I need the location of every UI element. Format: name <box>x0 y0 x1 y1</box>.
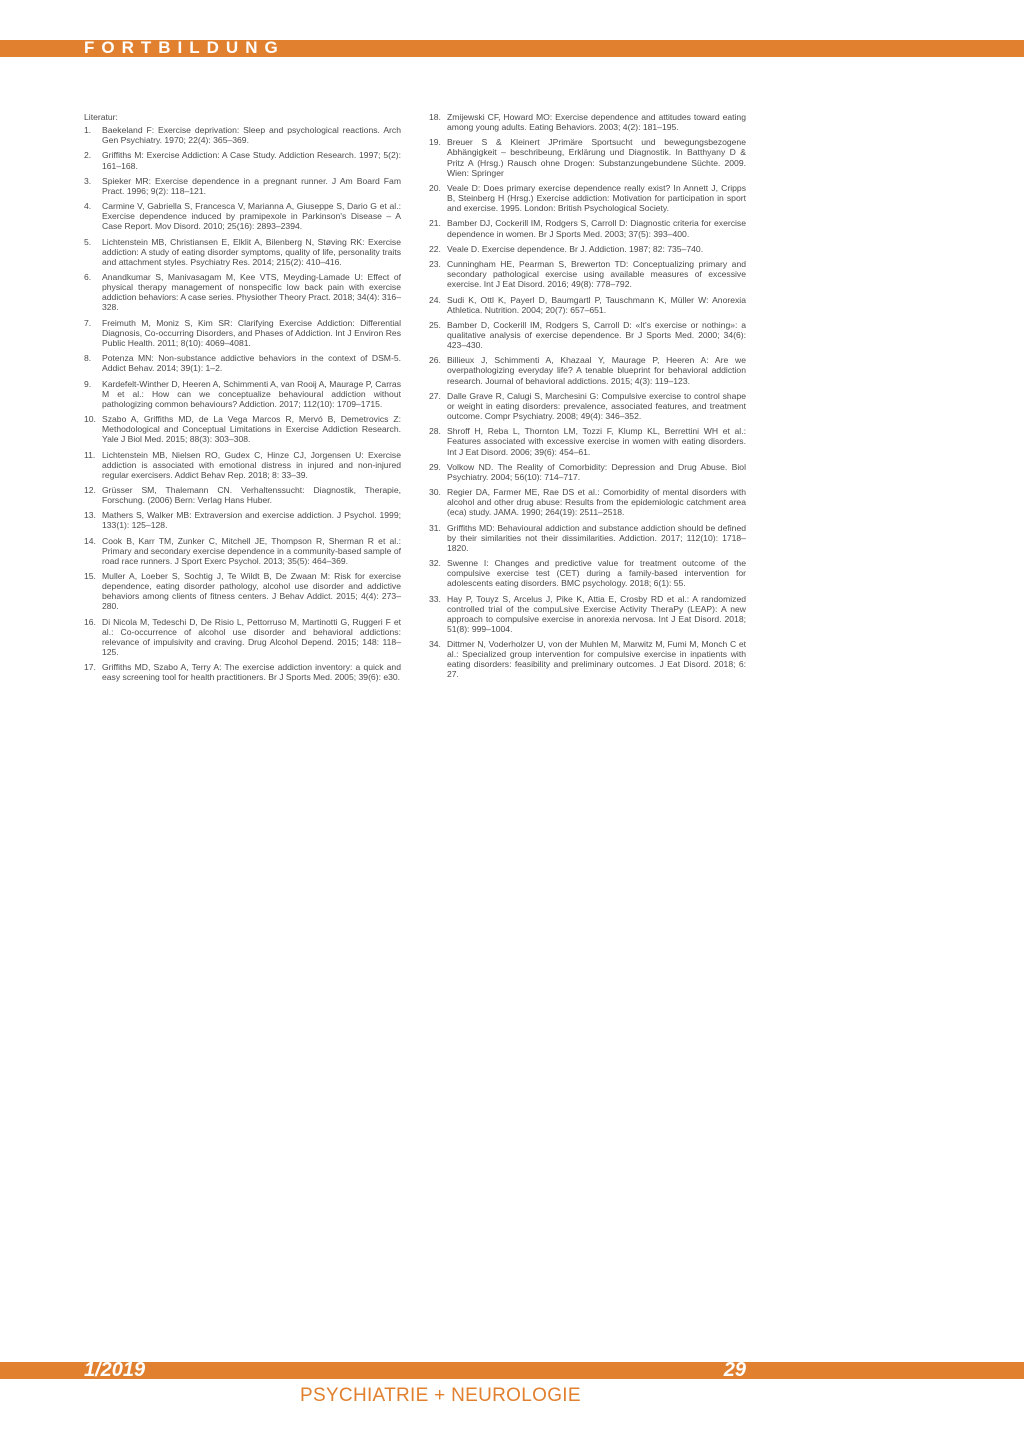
reference-text: Shroff H, Reba L, Thornton LM, Tozzi F, Klump KL, Berrettini WH et al.: Features associated with excessive exercise in women with eating disorders. Int J Eat Disord. 2006; 39(6): 454–61. <box>447 426 746 457</box>
reference-number: 9. <box>84 378 92 389</box>
reference-text: Dalle Grave R, Calugi S, Marchesini G: Compulsive exercise to control shape or weight in eating disorders: prevalence, associated features, and treatment outcome. Compr Psychiatry. 2008; 49(4): 346–352. <box>447 390 746 422</box>
reference-text: Griffiths MD: Behavioural addiction and substance addiction should be defined by their similarities not their dissimilarities. Addiction. 2017; 112(10): 1718–1820. <box>447 522 746 553</box>
reference-item <box>84 176 401 196</box>
reference-number: 29. <box>429 461 441 472</box>
reference-item <box>429 391 746 421</box>
reference-text: Potenza MN: Non-substance addictive behaviors in the context of DSM-5. Addict Behav. 2014; 39(1): 1–2. <box>102 353 401 374</box>
reference-text: Muller A, Loeber S, Sochtig J, Te Wildt B, De Zwaan M: Risk for exercise dependence, eating disorder pathology, alcohol use disorder and addictive behaviors among clients of fitness centers. J Behav Addict. 2015; 4(4): 273–280. <box>102 571 401 612</box>
reference-item <box>84 536 401 566</box>
reference-number: 2. <box>84 150 92 161</box>
reference-number: 23. <box>429 259 441 270</box>
reference-text: Sudi K, Ottl K, Payerl D, Baumgartl P, Tauschmann K, Müller W: Anorexia Athletica. Nutrition. 2004; 20(7): 657–651. <box>447 294 746 315</box>
reference-number: 26. <box>429 355 441 366</box>
reference-text: Bamber D, Cockerill IM, Rodgers S, Carroll D: «It's exercise or nothing»: a qualitative analysis of exercise dependence. Br J Sports Med. 2000; 34(6): 423–430. <box>447 319 746 351</box>
reference-item <box>84 272 401 312</box>
reference-list-right <box>429 112 746 680</box>
reference-number: 31. <box>429 522 441 533</box>
reference-item <box>84 125 401 145</box>
reference-item <box>429 137 746 177</box>
reference-item <box>429 259 746 289</box>
reference-number: 13. <box>84 510 96 521</box>
section-label: FORTBILDUNG <box>84 38 285 57</box>
reference-number: 4. <box>84 201 92 212</box>
reference-number: 5. <box>84 236 92 247</box>
reference-number: 24. <box>429 294 441 305</box>
reference-item <box>429 426 746 456</box>
reference-text: Griffiths MD, Szabo A, Terry A: The exercise addiction inventory: a quick and easy screening tool for health practitioners. Br J Sports Med. 2005; 39(6): e30. <box>102 662 401 683</box>
reference-item <box>84 379 401 409</box>
reference-number: 12. <box>84 484 96 495</box>
reference-text: Di Nicola M, Tedeschi D, De Risio L, Pettorruso M, Martinotti G, Ruggeri F et al.: Co-occurrence of alcohol use disorder and behavioral addictions: relevance of impulsivity and craving. Drug Alcohol Depend. 2015; 148: 118–125. <box>102 616 401 658</box>
reference-text: Grüsser SM, Thalemann CN. Verhaltenssucht: Diagnostik, Therapie, Forschung. (2006) Bern: Verlag Hans Huber. <box>102 484 401 506</box>
references-right-column <box>429 112 746 685</box>
reference-text: Baekeland F: Exercise deprivation: Sleep and psychological reactions. Arch Gen Psychiatry. 1970; 22(4): 365–369. <box>102 125 401 146</box>
reference-number: 17. <box>84 662 96 673</box>
reference-text: Hay P, Touyz S, Arcelus J, Pike K, Attia E, Crosby RD et al.: A randomized controlled trial of the compuLsive Exercise Activity TheraPy (LEAP): A new approach to compulsive exercise in anorexia nervosa. Int J Eat Disord. 2018; 51(8): 999–1004. <box>447 593 746 634</box>
reference-text: Freimuth M, Moniz S, Kim SR: Clarifying Exercise Addiction: Differential Diagnosis, Co-occurring Disorders, and Phases of Addiction. Int J Environ Res Public Health. 2011; 8(10): 4069–4081. <box>102 317 401 348</box>
reference-item <box>84 485 401 505</box>
reference-text: Anandkumar S, Manivasagam M, Kee VTS, Meyding-Lamade U: Effect of physical therapy management of nonspecific low back pain with exercise addiction behaviors: A case series. Physiother Theory Pract. 2018; 34(4): 316–328. <box>102 272 401 313</box>
reference-number: 15. <box>84 571 96 582</box>
reference-text: Lichtenstein MB, Christiansen E, Elklit A, Bilenberg N, Støving RK: Exercise addiction: A study of eating disorder symptoms, quality of life, personality traits and attachment styles. Psychiatry Res. 2014; 215(2): 410–416. <box>102 236 401 267</box>
reference-number: 21. <box>429 218 441 229</box>
reference-number: 32. <box>429 558 441 569</box>
reference-number: 27. <box>429 390 441 401</box>
reference-item <box>429 295 746 315</box>
reference-text: Veale D: Does primary exercise dependence really exist? In Annett J, Cripps B, Steinberg H (Hrsg.) Exercise addiction: Motivation for participation in sport and exercise. 1995. London: British Psychological Society. <box>447 182 746 214</box>
reference-item <box>429 244 746 254</box>
literature-heading: Literatur: <box>84 112 118 122</box>
issue-number: 1/2019 <box>84 1359 146 1381</box>
reference-item <box>429 183 746 213</box>
reference-text: Swenne I: Changes and predictive value for treatment outcome of the compulsive exercise test (CET) during a family-based intervention for adolescents eating disorders. BMC psychology. 2018; 6(1): 55. <box>447 558 746 589</box>
reference-number: 11. <box>84 449 96 460</box>
reference-text: Breuer S & Kleinert JPrimäre Sportsucht und bewegungsbezogene Abhängigkeit – beschribeung, Erklärung und Diagnostik. In Batthyany D & Pritz A (Hrsg.) Rausch ohne Drogen: Substanzungebundene Süchte. 2009. Wien: Springer <box>447 137 746 178</box>
footer-band <box>0 1362 1024 1379</box>
reference-item <box>429 487 746 517</box>
reference-number: 34. <box>429 639 441 650</box>
references-left-column <box>84 112 401 688</box>
reference-item <box>84 201 401 231</box>
reference-item <box>84 662 401 682</box>
reference-item <box>84 318 401 348</box>
reference-text: Cunningham HE, Pearman S, Brewerton TD: Conceptualizing primary and secondary pathological exercise using available measures of excessive exercise. Int J Eat Disord. 2016; 49(8): 778–792. <box>447 259 746 290</box>
reference-text: Cook B, Karr TM, Zunker C, Mitchell JE, Thompson R, Sherman R et al.: Primary and secondary exercise dependence in a community-based sample of road race runners. J Sport Exerc Psychol. 2013; 35(5): 464–369. <box>102 535 401 566</box>
reference-text: Griffiths M: Exercise Addiction: A Case Study. Addiction Research. 1997; 5(2): 161–168. <box>102 150 401 171</box>
reference-item <box>429 523 746 553</box>
reference-item <box>429 558 746 588</box>
reference-item <box>429 462 746 482</box>
reference-text: Carmine V, Gabriella S, Francesca V, Marianna A, Giuseppe S, Dario G et al.: Exercise dependence induced by pramipexole in Parkinson's Disease – A Case Report. Mov Disord. 2010; 25(16): 2893–2394. <box>102 201 401 232</box>
reference-text: Mathers S, Walker MB: Extraversion and exercise addiction. J Psychol. 1999; 133(1): 125–128. <box>102 510 401 531</box>
reference-number: 22. <box>429 243 441 254</box>
reference-item <box>84 237 401 267</box>
reference-text: Szabo A, Griffiths MD, de La Vega Marcos R, Mervó B, Demetrovics Z: Methodological and Conceptual Limitations in Exercise Addiction Research. Yale J Biol Med. 2015; 88(3): 303–308. <box>102 414 401 445</box>
reference-number: 7. <box>84 317 92 328</box>
reference-item <box>84 510 401 530</box>
reference-text: Zmijewski CF, Howard MO: Exercise dependence and attitudes toward eating among young adults. Eating Behaviors. 2003; 4(2): 181–195. <box>447 112 746 133</box>
reference-item <box>84 617 401 657</box>
reference-item <box>429 320 746 350</box>
reference-text: Billieux J, Schimmenti A, Khazaal Y, Maurage P, Heeren A: Are we overpathologizing everyday life? A tenable blueprint for behavioral addiction research. Journal of behavioral addictions. 2015; 4(3): 119–123. <box>447 355 746 386</box>
reference-item <box>84 150 401 170</box>
reference-item <box>429 594 746 634</box>
journal-title: PSYCHIATRIE + NEUROLOGIE <box>300 1385 581 1406</box>
reference-item <box>84 353 401 373</box>
reference-number: 8. <box>84 353 92 364</box>
reference-number: 16. <box>84 616 96 627</box>
reference-text: Dittmer N, Voderholzer U, von der Muhlen M, Marwitz M, Fumi M, Monch C et al.: Specialized group intervention for compulsive exercise in inpatients with eating disorders: feasibility and preliminary outcomes. J Eat Disord. 2018; 6: 27. <box>447 639 746 680</box>
reference-text: Bamber DJ, Cockerill IM, Rodgers S, Carroll D: Diagnostic criteria for exercise dependence in women. Br J Sports Med. 2003; 37(5): 393–400. <box>447 218 746 239</box>
reference-number: 1. <box>84 125 92 136</box>
reference-number: 14. <box>84 535 96 546</box>
reference-item <box>84 571 401 611</box>
reference-number: 18. <box>429 112 441 122</box>
reference-item <box>429 355 746 385</box>
reference-number: 25. <box>429 319 441 330</box>
reference-text: Lichtenstein MB, Nielsen RO, Gudex C, Hinze CJ, Jorgensen U: Exercise addiction is associated with emotional distress in injured and non-injured regular exercisers. Addict Behav Rep. 2018; 8: 33–39. <box>102 449 401 480</box>
reference-item <box>429 112 746 132</box>
reference-item <box>84 450 401 480</box>
reference-number: 33. <box>429 593 441 604</box>
page-number: 29 <box>723 1359 746 1381</box>
reference-item <box>429 639 746 679</box>
reference-number: 19. <box>429 137 441 148</box>
reference-number: 3. <box>84 175 92 186</box>
reference-item <box>429 218 746 238</box>
reference-number: 10. <box>84 414 96 425</box>
reference-number: 28. <box>429 426 441 437</box>
reference-text: Veale D. Exercise dependence. Br J. Addiction. 1987; 82: 735–740. <box>447 243 704 254</box>
reference-number: 30. <box>429 487 441 498</box>
reference-text: Spieker MR: Exercise dependence in a pregnant runner. J Am Board Fam Pract. 1996; 9(2): 118–121. <box>102 175 401 196</box>
reference-item <box>84 414 401 444</box>
reference-text: Regier DA, Farmer ME, Rae DS et al.: Comorbidity of mental disorders with alcohol and other drug abuse: Results from the epidemiologic catchment area (eca) study. JAMA. 1990; 264(19): 2511–2518. <box>447 487 746 518</box>
reference-number: 6. <box>84 272 92 283</box>
reference-number: 20. <box>429 182 441 193</box>
reference-text: Kardefelt-Winther D, Heeren A, Schimmenti A, van Rooij A, Maurage P, Carras M et al.: How can we conceptualize behavioural addiction without pathologizing common behaviours? Addiction. 2017; 112(10): 1709–1715. <box>102 378 401 409</box>
reference-text: Volkow ND. The Reality of Comorbidity: Depression and Drug Abuse. Biol Psychiatry. 2004; 56(10): 714–717. <box>447 461 746 482</box>
reference-list-left <box>84 125 401 682</box>
